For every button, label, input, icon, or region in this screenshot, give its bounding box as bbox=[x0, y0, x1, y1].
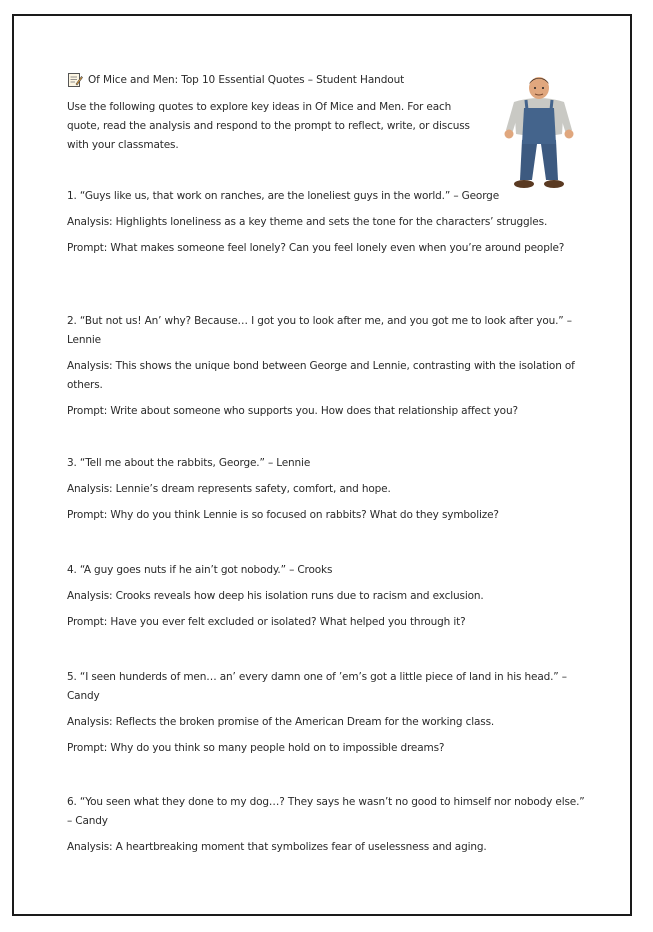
quote-text: 3. “Tell me about the rabbits, George.” – Lennie bbox=[67, 457, 311, 469]
quote-text: 5. “I seen hunderds of men… an’ every damn one of ’em’s got a little piece of land in his head.” – Candy bbox=[67, 671, 567, 702]
quote-item-3 bbox=[67, 454, 587, 525]
quote-prompt: Prompt: What makes someone feel lonely? Can you feel lonely even when you’re around people? bbox=[67, 242, 565, 254]
quote-text: 4. “A guy goes nuts if he ain’t got nobody.” – Crooks bbox=[67, 564, 333, 576]
quote-prompt: Prompt: Why do you think so many people hold on to impossible dreams? bbox=[67, 742, 445, 754]
quote-item-4 bbox=[67, 561, 587, 632]
quote-prompt: Prompt: Have you ever felt excluded or isolated? What helped you through it? bbox=[67, 616, 466, 628]
quote-prompt: Prompt: Why do you think Lennie is so focused on rabbits? What do they symbolize? bbox=[67, 509, 499, 521]
handout-title bbox=[67, 72, 404, 88]
memo-icon bbox=[67, 72, 83, 88]
quote-analysis: Analysis: Highlights loneliness as a key theme and sets the tone for the characters’ struggles. bbox=[67, 216, 548, 228]
quote-analysis: Analysis: A heartbreaking moment that symbolizes fear of uselessness and aging. bbox=[67, 841, 487, 853]
quote-item-2 bbox=[67, 312, 587, 421]
quote-analysis: Analysis: Reflects the broken promise of the American Dream for the working class. bbox=[67, 716, 495, 728]
quote-text: 2. “But not us! An’ why? Because… I got you to look after me, and you got me to look after you.” – Lennie bbox=[67, 315, 572, 346]
quote-prompt: Prompt: Write about someone who supports you. How does that relationship affect you? bbox=[67, 405, 518, 417]
intro-paragraph: Use the following quotes to explore key ideas in Of Mice and Men. For each quote, read the analysis and respond to the prompt to reflect, write, or discuss with your classmates. bbox=[67, 101, 470, 151]
quote-item-5 bbox=[67, 668, 587, 758]
quote-analysis: Analysis: This shows the unique bond between George and Lennie, contrasting with the isolation of others. bbox=[67, 360, 575, 391]
title-text: Of Mice and Men: Top 10 Essential Quotes – Student Handout bbox=[88, 74, 405, 86]
character-illustration bbox=[500, 72, 578, 190]
quote-item-6 bbox=[67, 793, 587, 857]
quote-analysis: Analysis: Lennie’s dream represents safety, comfort, and hope. bbox=[67, 483, 391, 495]
quote-analysis: Analysis: Crooks reveals how deep his isolation runs due to racism and exclusion. bbox=[67, 590, 484, 602]
quote-item-1 bbox=[67, 187, 587, 258]
quote-text: 1. “Guys like us, that work on ranches, are the loneliest guys in the world.” – George bbox=[67, 190, 500, 202]
quote-text: 6. “You seen what they done to my dog…? They says he wasn’t no good to himself nor nobody else.” – Candy bbox=[67, 796, 585, 827]
